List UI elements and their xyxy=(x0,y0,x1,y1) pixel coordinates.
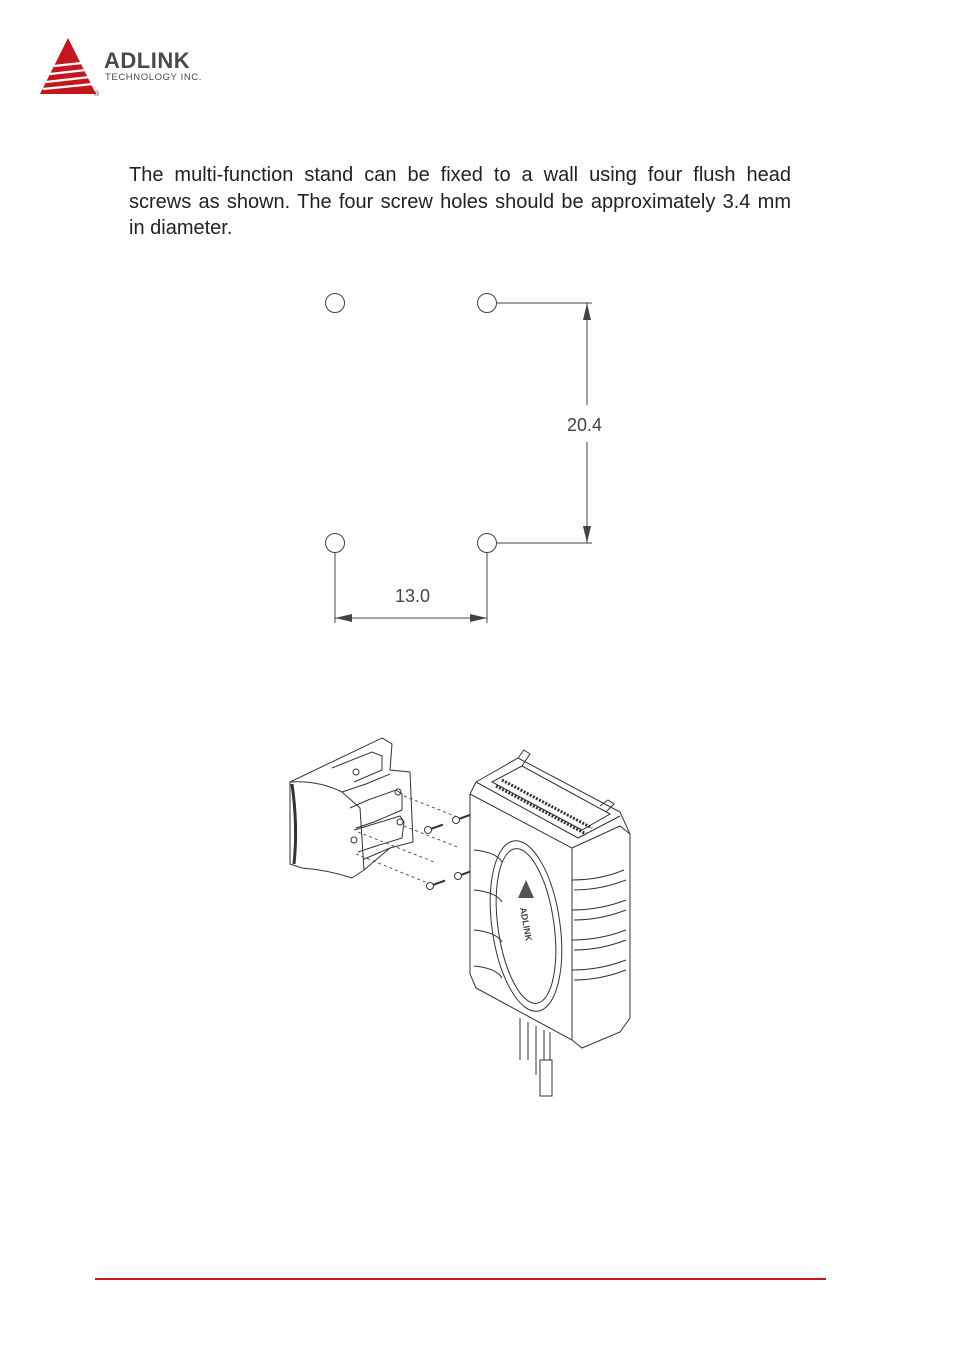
screw-hole-bottom-right xyxy=(478,534,497,553)
vertical-dimension-label: 20.4 xyxy=(567,415,603,435)
logo-subtitle: TECHNOLOGY INC. xyxy=(105,72,202,83)
body-paragraph: The multi-function stand can be fixed to a wall using four flush head screws as shown. The four screw holes should be approximately 3.4 mm in diameter. xyxy=(129,164,791,239)
registered-mark: ® xyxy=(94,91,100,98)
arrowhead-down xyxy=(583,526,591,543)
screw-hole-bottom-left xyxy=(326,534,345,553)
wall-stand xyxy=(290,738,413,878)
arrowhead-right xyxy=(470,614,487,622)
device-mounting-illustration xyxy=(270,730,650,1110)
usb-daq-device xyxy=(470,750,630,1096)
footer-divider xyxy=(95,1278,826,1280)
screw-hole-top-right xyxy=(478,294,497,313)
device-brand-label: ADLINK xyxy=(518,906,534,942)
arrowhead-up xyxy=(583,303,591,320)
logo-wordmark: ADLINK xyxy=(104,48,191,73)
screw-hole-top-left xyxy=(326,294,345,313)
horizontal-dimension-label: 13.0 xyxy=(395,586,431,606)
screws xyxy=(424,811,475,890)
arrowhead-left xyxy=(335,614,352,622)
